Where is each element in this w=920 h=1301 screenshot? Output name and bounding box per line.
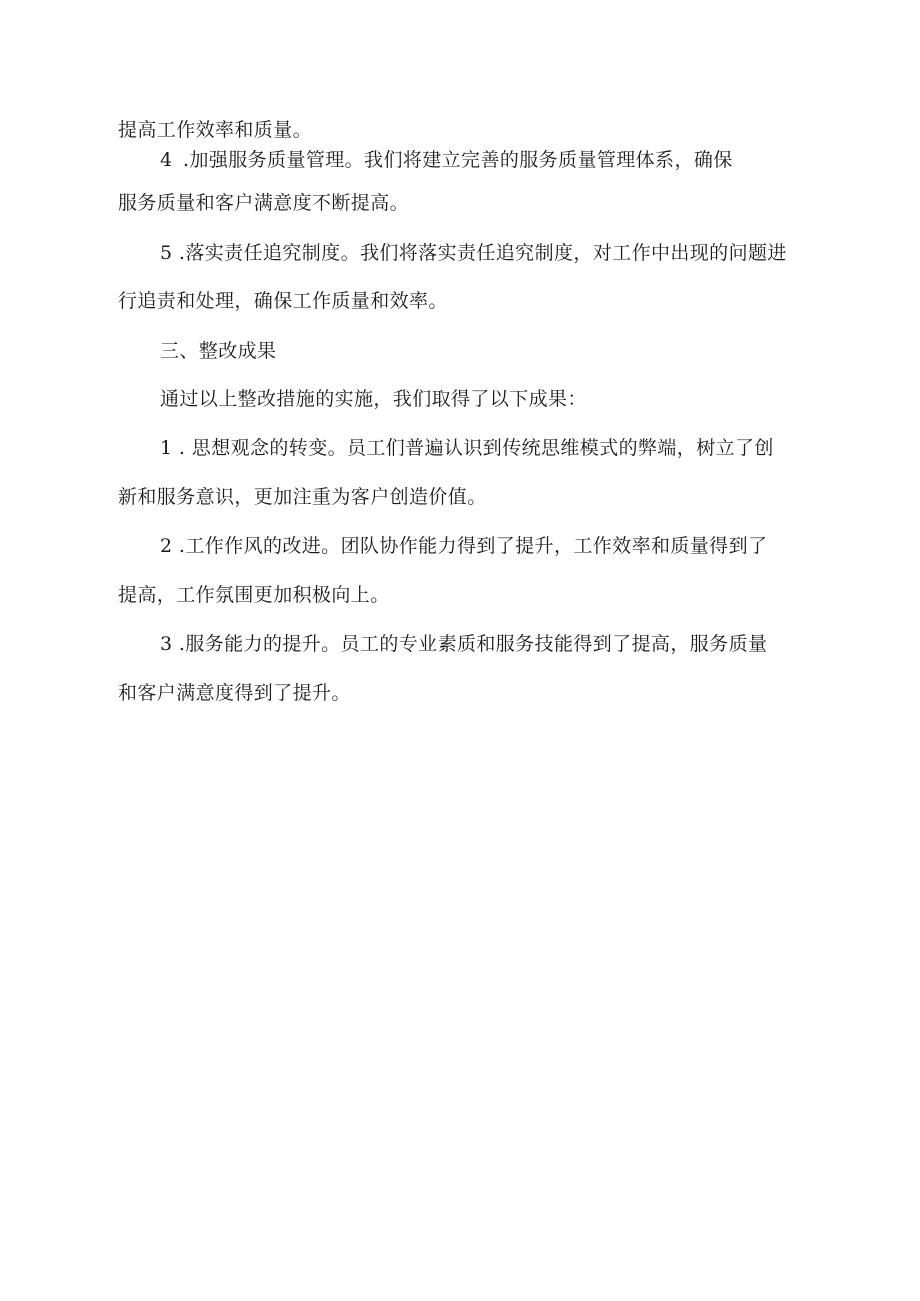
paragraph-line: 通过以上整改措施的实施，我们取得了以下成果： <box>160 388 587 410</box>
paragraph-line: 新和服务意识，更加注重为客户创造价值。 <box>118 486 487 508</box>
paragraph-line: 提高工作效率和质量。 <box>118 119 313 141</box>
paragraph-line: 1 . 思想观念的转变。员工们普遍认识到传统思维模式的弊端，树立了创 <box>160 437 774 459</box>
paragraph-line: 3 .服务能力的提升。员工的专业素质和服务技能得到了提高，服务质量 <box>160 633 768 655</box>
paragraph-line: 和客户满意度得到了提升。 <box>118 682 351 704</box>
list-number: 4 <box>160 149 173 171</box>
paragraph-line: 5 .落实责任追究制度。我们将落实责任追究制度，对工作中出现的问题进 <box>160 242 787 264</box>
paragraph-line: 2 .工作作风的改进。团队协作能力得到了提升，工作效率和质量得到了 <box>160 535 768 557</box>
paragraph-line: .加强服务质量管理。我们将建立完善的服务质量管理体系，确保 <box>183 149 733 171</box>
paragraph-line: 服务质量和客户满意度不断提高。 <box>118 192 410 214</box>
paragraph-line: 提高，工作氛围更加积极向上。 <box>118 584 390 606</box>
section-heading: 三、整改成果 <box>160 340 277 362</box>
paragraph-line: 行追责和处理，确保工作质量和效率。 <box>118 290 448 312</box>
